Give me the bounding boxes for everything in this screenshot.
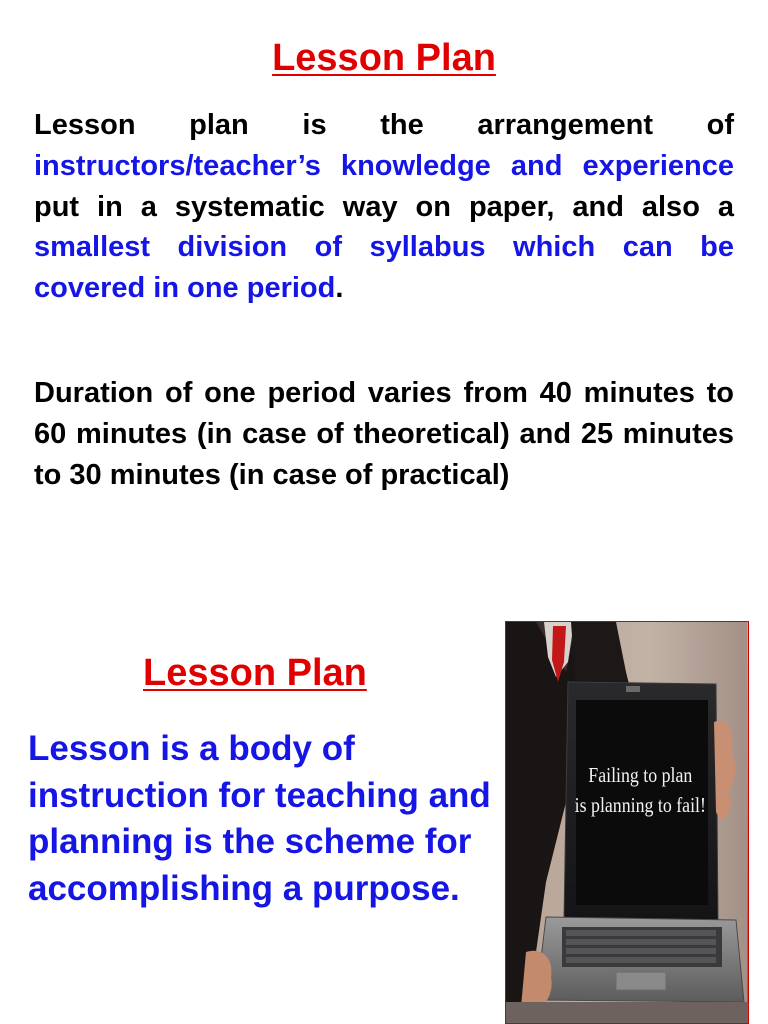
laptop-photo [505, 621, 749, 1024]
duration-paragraph: Duration of one period varies from 40 minutes to 60 minutes (in case of theoretical) and 25 minutes to 30 minutes (in case of practical) [34, 377, 734, 491]
definition-text-1: Lesson plan is the arrangement of [34, 109, 734, 141]
definition-paragraph [34, 105, 734, 309]
definition-emphasis-2: smallest division of syllabus which can be covered in one period [34, 231, 734, 305]
definition-text-3: . [335, 272, 344, 305]
definition-text-2: put in a systematic way on paper, and also a [34, 190, 734, 223]
laptop-screen-line-2: is planning to fail! [574, 794, 706, 818]
section-title: Lesson Plan [143, 652, 367, 694]
laptop-illustration [506, 622, 747, 1022]
laptop-screen-line-1: Failing to plan [588, 764, 693, 788]
definition-emphasis-1: instructors/teacher’s knowledge and experience [34, 149, 734, 182]
lesson-definition-text: Lesson is a body of instruction for teaching and planning is the scheme for accomplishing a purpose. [28, 729, 491, 908]
page-title: Lesson Plan [272, 37, 496, 79]
